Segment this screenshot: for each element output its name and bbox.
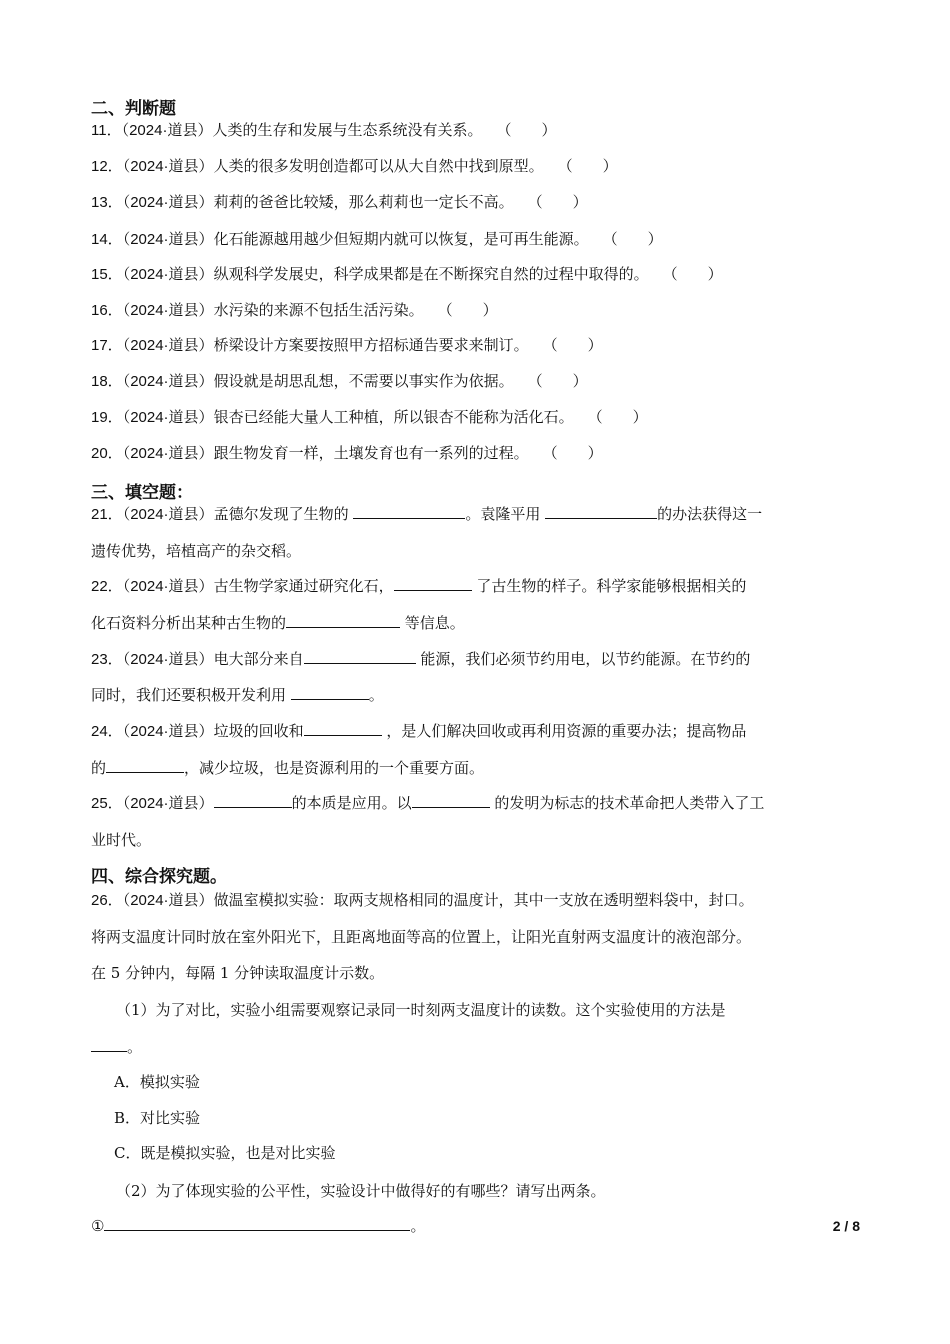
judge-question <box>91 191 588 212</box>
judge-question <box>91 406 648 427</box>
question-24-line-1: 24．（2024·道县）垃圾的回收和 ，是人们解决回收或再利用资源的重要办法；提高物品 <box>91 722 747 740</box>
sub-question-2-answer-1: ① 。 <box>91 1217 426 1235</box>
judge-question-text: 水污染的来源不包括生活污染。 <box>213 301 424 319</box>
section-title-explore: 四、综合探究题。 <box>91 867 227 887</box>
question-24-line-2: 的 ，减少垃圾，也是资源利用的一个重要方面。 <box>91 759 485 777</box>
judge-question-src: （2024·道县） <box>122 409 214 426</box>
judge-question-paren[interactable]: （ ） <box>557 157 618 175</box>
question-21-line-2: 遗传优势，培植高产的杂交稻。 <box>91 542 302 560</box>
judge-question <box>91 228 663 249</box>
judge-question-text: 跟生物发育一样，土壤发育也有一系列的过程。 <box>213 444 529 462</box>
answer-blank[interactable] <box>286 613 400 628</box>
judge-question-paren[interactable]: （ ） <box>602 230 663 248</box>
question-23-line-1: 23．（2024·道县）电大部分来自 能源，我们必须节约用电，以节约能源。在节约的 <box>91 650 751 668</box>
question-23-line-2: 同时，我们还要积极开发利用 。 <box>91 686 384 704</box>
question-25-line-1: 25．（2024·道县） 的本质是应用。以 的发明为标志的技术革命把人类带入了工 <box>91 794 765 812</box>
question-26-line-2: 将两支温度计同时放在室外阳光下，且距离地面等高的位置上，让阳光直射两支温度计的液泡部分。 <box>91 928 752 946</box>
option-b[interactable]: B．对比实验 <box>114 1109 201 1127</box>
question-26-line-3: 在 5 分钟内，每隔 1 分钟读取温度计示数。 <box>91 964 385 982</box>
question-26-line-1: 26．（2024·道县）做温室模拟实验：取两支规格相同的温度计，其中一支放在透明塑料袋中，封口。 <box>91 891 754 909</box>
judge-question-paren[interactable]: （ ） <box>527 372 588 390</box>
judge-question <box>91 155 618 176</box>
judge-question-num: 19． <box>91 409 123 426</box>
judge-question-num: 13． <box>91 194 123 211</box>
answer-blank[interactable] <box>291 685 369 700</box>
answer-blank[interactable] <box>545 504 657 519</box>
judge-question-src: （2024·道县） <box>122 445 214 462</box>
judge-question-src: （2024·道县） <box>122 231 214 248</box>
sub-question-2: （2）为了体现实验的公平性，实验设计中做得好的有哪些？请写出两条。 <box>116 1182 606 1200</box>
judge-question-paren[interactable]: （ ） <box>542 336 603 354</box>
judge-question <box>91 119 556 140</box>
answer-blank[interactable] <box>412 793 490 808</box>
judge-question-src: （2024·道县） <box>122 337 214 354</box>
question-25-line-2: 业时代。 <box>91 831 152 849</box>
answer-blank[interactable] <box>353 504 465 519</box>
question-22-line-2: 化石资料分析出某种古生物的 等信息。 <box>91 614 465 632</box>
sub-question-1-answer-line: 。 <box>91 1036 142 1057</box>
answer-blank[interactable] <box>104 1216 410 1231</box>
answer-blank[interactable] <box>106 758 184 773</box>
judge-question-num: 11． <box>91 122 122 139</box>
page-number: 2 / 8 <box>832 1218 860 1234</box>
judge-question-paren[interactable]: （ ） <box>437 301 498 319</box>
judge-question <box>91 334 603 355</box>
answer-blank[interactable] <box>91 1037 127 1052</box>
section-title-judge: 二、判断题 <box>91 99 176 119</box>
judge-question-text: 桥梁设计方案要按照甲方招标通告要求来制订。 <box>213 336 529 354</box>
judge-question-src: （2024·道县） <box>122 266 214 283</box>
judge-question <box>91 299 498 320</box>
judge-question-num: 20． <box>91 445 123 462</box>
judge-question <box>91 370 588 391</box>
answer-blank[interactable] <box>304 649 416 664</box>
judge-question-paren[interactable]: （ ） <box>496 121 557 139</box>
judge-question-num: 15． <box>91 266 123 283</box>
answer-blank[interactable] <box>394 576 472 591</box>
judge-question-text: 银杏已经能大量人工种植，所以银杏不能称为活化石。 <box>213 408 574 426</box>
judge-question-src: （2024·道县） <box>122 373 214 390</box>
judge-question-text: 纵观科学发展史，科学成果都是在不断探究自然的过程中取得的。 <box>213 265 649 283</box>
answer-blank[interactable] <box>214 793 292 808</box>
judge-question <box>91 263 723 284</box>
judge-question-num: 17． <box>91 337 123 354</box>
judge-question-src: （2024·道县） <box>121 122 213 139</box>
question-22-line-1: 22．（2024·道县）古生物学家通过研究化石， 了古生物的样子。科学家能够根据相关的 <box>91 577 747 595</box>
judge-question-text: 化石能源越用越少但短期内就可以恢复，是可再生能源。 <box>213 230 589 248</box>
answer-blank[interactable] <box>304 721 382 736</box>
judge-question-text: 莉莉的爸爸比较矮，那么莉莉也一定长不高。 <box>213 193 514 211</box>
option-c[interactable]: C．既是模拟实验，也是对比实验 <box>114 1144 336 1162</box>
judge-question-src: （2024·道县） <box>122 194 214 211</box>
question-21-line-1: 21．（2024·道县）孟德尔发现了生物的 。袁隆平用 的办法获得这一 <box>91 505 763 523</box>
section-title-fill: 三、填空题： <box>91 483 193 503</box>
option-a[interactable]: A．模拟实验 <box>114 1073 200 1091</box>
judge-question-paren[interactable]: （ ） <box>527 193 588 211</box>
judge-question-num: 14． <box>91 231 123 248</box>
judge-question-num: 12． <box>91 158 123 175</box>
judge-question-text: 人类的很多发明创造都可以从大自然中找到原型。 <box>213 157 544 175</box>
judge-question-paren[interactable]: （ ） <box>542 444 603 462</box>
judge-question-paren[interactable]: （ ） <box>587 408 648 426</box>
judge-question-num: 18． <box>91 373 123 390</box>
judge-question-num: 16． <box>91 302 123 319</box>
sub-question-1: （1）为了对比，实验小组需要观察记录同一时刻两支温度计的读数。这个实验使用的方法是 <box>116 1001 726 1019</box>
judge-question-src: （2024·道县） <box>122 302 214 319</box>
judge-question-src: （2024·道县） <box>122 158 214 175</box>
judge-question-text: 人类的生存和发展与生态系统没有关系。 <box>212 121 483 139</box>
judge-question-paren[interactable]: （ ） <box>662 265 723 283</box>
judge-question <box>91 442 603 463</box>
judge-question-text: 假设就是胡思乱想，不需要以事实作为依据。 <box>213 372 514 390</box>
